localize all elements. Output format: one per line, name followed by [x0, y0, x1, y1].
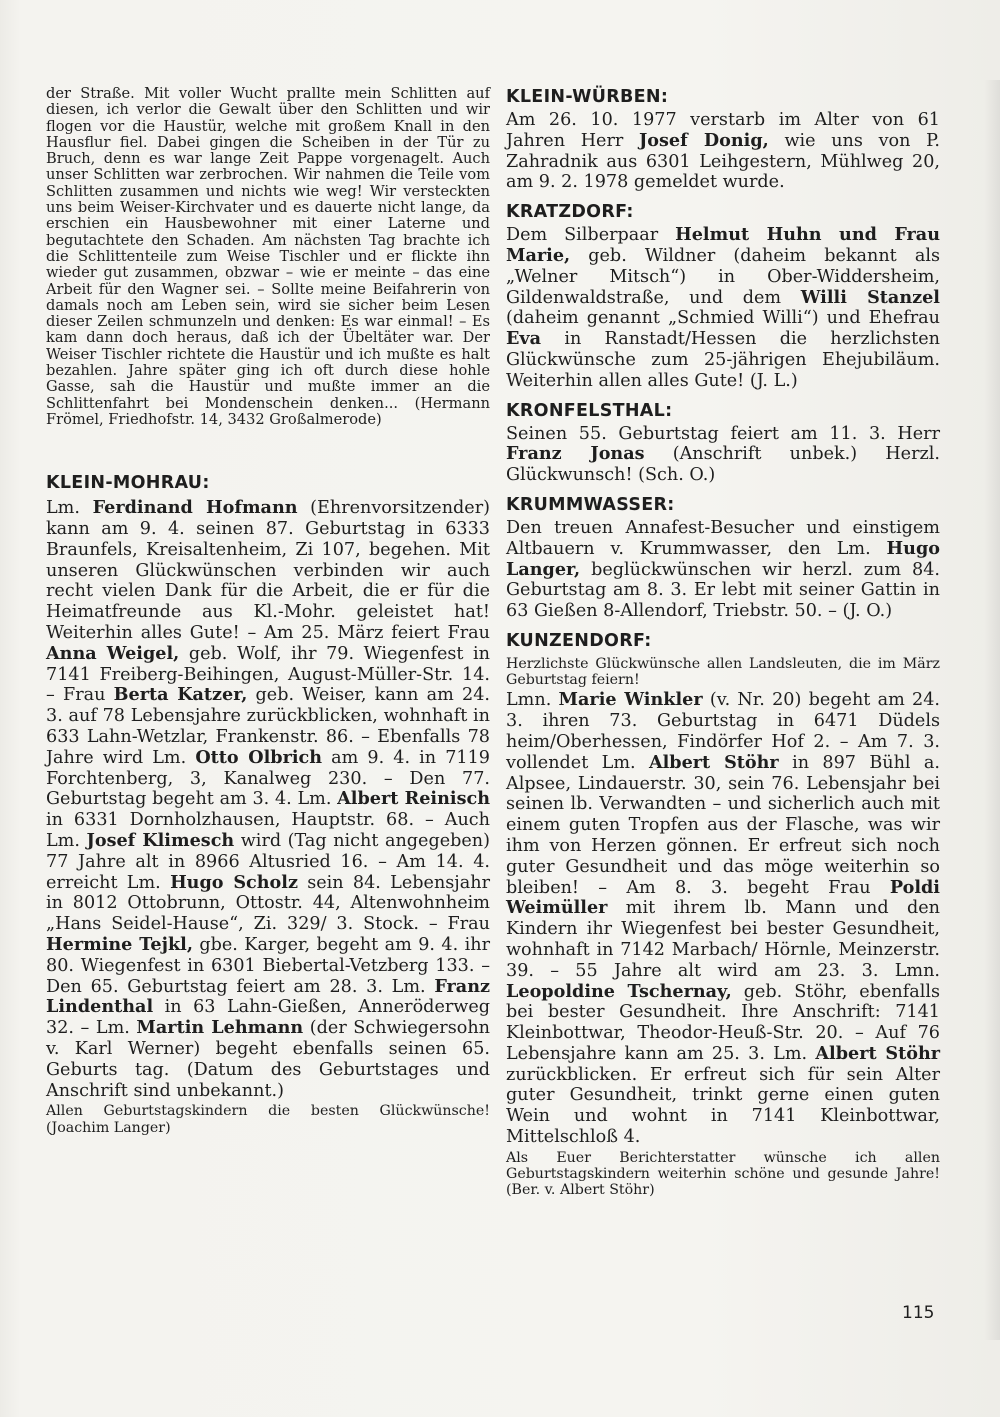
person-name: Hermine Tejkl,	[46, 933, 193, 955]
person-name: Josef Klimesch	[86, 829, 235, 851]
section-heading: KRUMMWASSER:	[506, 494, 675, 515]
person-name: Poldi Weimüller	[506, 876, 940, 919]
person-name: Franz Jonas	[506, 443, 645, 465]
person-name: Ferdinand Hofmann	[92, 497, 298, 519]
section-body: Dem Silberpaar Helmut Huhn und Frau Marie, geb. Wildner (daheim bekannt als „Welner Mitsch“) in Ober-Widdersheim, Gildenwaldstraße, und dem Willi Stanzel (daheim genannt „Schmied Willi“) und Ehefrau Eva in Ranstadt/Hessen die herzlichsten Glückwünsche zum 25-jährigen Ehejubiläum. Weiterhin allen alles Gute! (J. L.)	[506, 224, 941, 391]
right-column	[506, 86, 940, 1198]
person-name: Otto Olbrich	[195, 746, 323, 768]
person-name: Helmut Huhn und Frau Marie,	[506, 224, 941, 266]
person-name: Leopoldine Tschernay,	[506, 980, 732, 1002]
section-intro: Herzlichste Glückwünsche allen Landsleuten, die im März Geburtstag feiern!	[506, 655, 940, 689]
section-krummwasser	[506, 494, 940, 622]
page-edge-shadow	[984, 80, 1000, 1340]
person-name: Willi Stanzel	[800, 286, 940, 308]
left-column	[46, 86, 490, 1136]
section-klein-mohrau	[46, 472, 490, 1136]
section-body: Am 26. 10. 1977 verstarb im Alter von 61 Jahren Herr Josef Donig, wie uns von P. Zahradnik aus 6301 Leihgestern, Mühlweg 20, am 9. 2. 1978 gemeldet wurde.	[506, 110, 940, 193]
person-name: Martin Lehmann	[136, 1017, 304, 1039]
section-heading: KLEIN-MOHRAU:	[46, 473, 210, 494]
section-kronfelsthal	[506, 400, 940, 486]
person-name: Anna Weigel,	[46, 642, 180, 664]
section-body: Den treuen Annafest-Besucher und einstigem Altbauern v. Krummwasser, den Lm. Hugo Langer, beglückwünschen wir herzl. zum 84. Geburtstag am 8. 3. Er lebt mit seiner Gattin in 63 Gießen 8-Allendorf, Triebstr. 50. – (J. O.)	[506, 517, 940, 622]
story-text: der Straße. Mit voller Wucht prallte mein Schlitten auf diesen, ich verlor die Gewalt über den Schlitten und wir flogen vor die Haustür, welche mit großem Knall in den Hausflur fiel. Dabei gingen die Scheiben in der Tür zu Bruch, denn es war lange Zeit Pappe vorgenagelt. Auch unser Schlitten war zerbrochen. Wir nahmen die Teile vom Schlitten zusammen und nichts wie weg! Wir versteckten uns beim Weiser-Kirchvater und es dauerte nicht lange, da erschien ein Hausbewohner mit einer Laterne und begutachtete den Schaden. Am nächsten Tag brachte ich die Schlittenteile zum Weise Tischler und er flickte ihn wieder gut zusammen, obzwar – wie er meinte – das eine Arbeit für den Wagner sei. – Sollte meine Beifahrerin von damals noch am Leben sein, wird sie sicher beim Lesen dieser Zeilen schmunzeln und denken: Es war einmal! – Es kam dann doch heraus, daß ich der Übeltäter war. Der Weiser Tischler richtete die Haustür und ich mußte es halt bezahlen. Jahre später ging ich oft durch diese hohle Gasse, sah die Haustür und mußte immer an die Schlittenfahrt bei Mondenschein denken... (Hermann Frömel, Friedhofstr. 14, 3432 Großalmerode)	[46, 85, 490, 428]
person-name: Marie Winkler	[558, 689, 703, 711]
section-heading: KRATZDORF:	[506, 202, 634, 223]
person-name: Hugo Langer,	[506, 537, 940, 580]
person-name: Josef Donig,	[638, 129, 769, 151]
section-body: Lm. Ferdinand Hofmann (Ehrenvorsitzender) kann am 9. 4. seinen 87. Geburtstag in 6333 Braunfels, Kreisaltenheim, Zi 107, begehen. Mit unseren Glückwünschen verbinden wir auch recht vielen Dank für die Arbeit, die er für die Heimatfreunde aus Kl.-Mohr. geleistet hat! Weiterhin alles Gute! – Am 25. März feiert Frau Anna Weigel, geb. Wolf, ihr 79. Wiegenfest in 7141 Freiberg-Beihingen, August-Müller-Str. 14. – Frau Berta Katzer, geb. Weiser, kann am 24. 3. auf 78 Lebensjahre zurückblicken, wohnhaft in 633 Lahn-Wetzlar, Frankenstr. 86. – Ebenfalls 78 Jahre wird Lm. Otto Olbrich am 9. 4. in 7119 Forchtenberg, 3, Kanalweg 230. – Den 77. Geburtstag begeht am 3. 4. Lm. Albert Reinisch in 6331 Dornholzhausen, Hauptstr. 68. – Auch Lm. Josef Klimesch wird (Tag nicht angegeben) 77 Jahre alt in 8966 Altusried 16. – Am 14. 4. erreicht Lm. Hugo Scholz sein 84. Lebensjahr in 8012 Ottobrunn, Ottostr. 44, Altenwohnheim „Hans Seidel-Hause“, Zi. 329/ 3. Stock. – Frau Hermine Tejkl, gbe. Karger, begeht am 9. 4. ihr 80. Wiegenfest in 6301 Biebertal-Vetzberg 133. – Den 65. Geburtstag feiert am 28. 3. Lm. Franz Lindenthal in 63 Lahn-Gießen, Anneröderweg 32. – Lm. Martin Lehmann (der Schwiegersohn v. Karl Werner) begeht ebenfalls seinen 65. Geburts tag. (Datum des Geburtstages und Anschrift sind unbekannt.)	[46, 497, 491, 1101]
section-klein-wuerben	[506, 86, 940, 193]
section-closing: Als Euer Berichterstatter wünsche ich allen Geburtstagskindern weiterhin schöne und gesunde Jahre! (Ber. v. Albert Stöhr)	[506, 1149, 940, 1199]
section-kunzendorf	[506, 630, 940, 1199]
person-name: Franz Lindenthal	[46, 975, 490, 1018]
section-body: Lmn. Marie Winkler (v. Nr. 20) begeht am 24. 3. ihren 73. Geburtstag in 6471 Düdels heim/Oberhessen, Findörfer Hof 2. – Am 7. 3. vollendet Lm. Albert Stöhr in 897 Bühl a. Alpsee, Lindauerstr. 30, sein 76. Lebensjahr bei seinen lb. Verwandten – und sicherlich auch mit einem guten Tropfen aus der Flasche, was wir ihm von Herzen gönnen. Er erfreut sich noch guter Gesundheit und das möge weiterhin so bleiben! – Am 8. 3. begeht Frau Poldi Weimüller mit ihrem lb. Mann und den Kindern ihr Wiegenfest bei bester Gesundheit, wohnhaft in 7142 Marbach/ Hörnle, Meinzerstr. 39. – 55 Jahre alt wird am 23. 3. Lmn. Leopoldine Tschernay, geb. Stöhr, ebenfalls bei bester Gesundheit. Ihre Anschrift: 7141 Kleinbottwar, Theodor-Heuß-Str. 20. – Auf 76 Lebensjahre kann am 25. 3. Lm. Albert Stöhr zurückblicken. Er erfreut sich für sein Alter guter Gesundheit, trinkt gerne einen guten Wein und wohnt in 7141 Kleinbottwar, Mittelschloß 4.	[506, 689, 941, 1148]
person-name: Hugo Scholz	[170, 871, 298, 893]
section-heading: KRONFELSTHAL:	[506, 400, 673, 421]
person-name: Berta Katzer,	[113, 684, 248, 706]
page-number: 115	[902, 1303, 935, 1323]
person-name: Albert Stöhr	[815, 1042, 940, 1064]
section-heading: KLEIN-WÜRBEN:	[506, 87, 669, 107]
person-name: Albert Stöhr	[648, 751, 779, 773]
section-kratzdorf	[506, 201, 940, 391]
person-name: Eva	[506, 328, 542, 350]
person-name: Albert Reinisch	[337, 788, 490, 810]
section-heading: KUNZENDORF:	[506, 630, 652, 651]
section-closing: Allen Geburtstagskindern die besten Glückwünsche! (Joachim Langer)	[46, 1103, 490, 1136]
section-body: Seinen 55. Geburtstag feiert am 11. 3. Herr Franz Jonas (Anschrift unbek.) Herzl. Glückwunsch! (Sch. O.)	[506, 423, 940, 486]
